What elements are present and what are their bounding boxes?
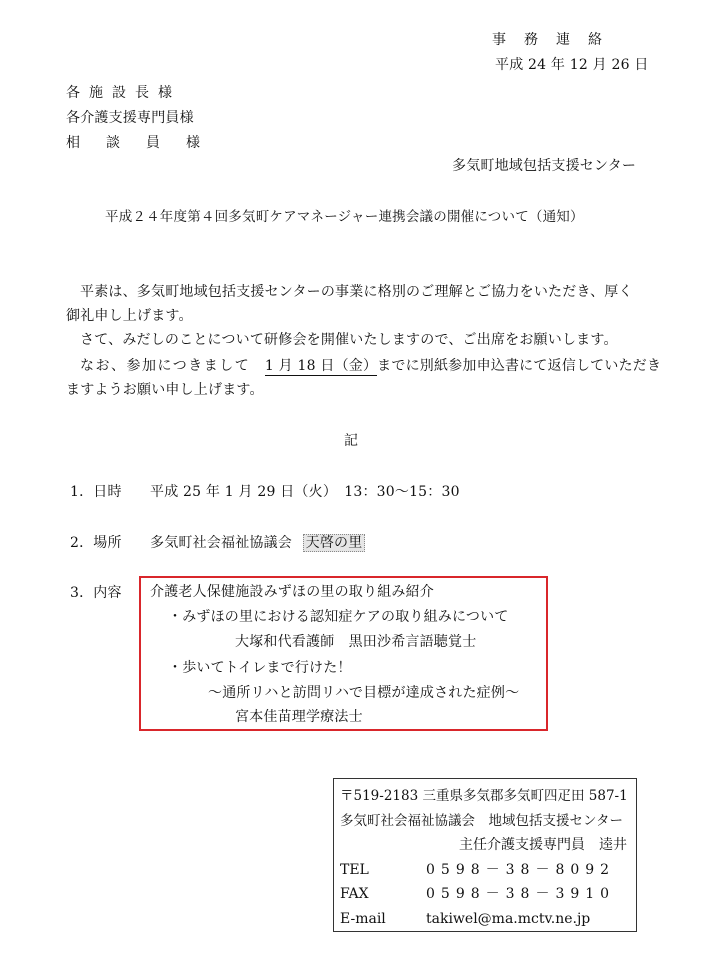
body-paragraph-2: さて、みだしのことについて研修会を開催いたしますので、ご出席をお願いします。 bbox=[80, 332, 618, 348]
contact-address: 〒519-2183 三重県多気郡多気町四疋田 587-1 bbox=[340, 788, 628, 804]
notice-title: 平成２４年度第４回多気町ケアマネージャー連携会議の開催について（通知） bbox=[105, 209, 584, 225]
email-label: E-mail bbox=[340, 911, 386, 927]
document-date: 平成 24 年 12 月 26 日 bbox=[495, 57, 649, 73]
body-paragraph-1-line-2: 御礼申し上げます。 bbox=[66, 308, 193, 324]
item-place-value bbox=[150, 534, 365, 552]
contact-info-box bbox=[333, 778, 637, 932]
item-place-label: 2．場所 bbox=[70, 535, 122, 551]
recipient-facility-heads: 各施設長様 bbox=[66, 85, 181, 101]
deadline-intro: なお、参加につきまして bbox=[80, 358, 251, 374]
item-date-value: 平成 25 年 1 月 29 日（火） 13：30～15：30 bbox=[150, 484, 460, 500]
deadline-rest: までに別紙参加申込書にて返信していただき bbox=[377, 358, 662, 374]
email-address[interactable]: takiwel@ma.mctv.ne.jp bbox=[426, 911, 591, 927]
tel-label: TEL bbox=[340, 862, 369, 878]
item-date-label: 1．日時 bbox=[70, 484, 122, 500]
body-paragraph-3-line-2: ますようお願い申し上げます。 bbox=[66, 382, 264, 398]
sender-organization: 多気町地域包括支援センター bbox=[452, 158, 637, 174]
body-paragraph-3-line-1 bbox=[80, 357, 661, 375]
venue-name: 多気町社会福祉協議会 bbox=[150, 535, 292, 551]
tel-number: 0598－38－8092 bbox=[426, 862, 616, 878]
body-paragraph-1-line-1: 平素は、多気町地域包括支援センターの事業に格別のご理解とご協力をいただき、厚く bbox=[80, 284, 633, 300]
content-line-5: ～通所リハと訪問リハで目標が達成された症例～ bbox=[208, 685, 520, 701]
fax-label: FAX bbox=[340, 886, 369, 902]
ki-marker: 記 bbox=[344, 433, 359, 449]
content-line-4: ・歩いてトイレまで行けた！ bbox=[168, 660, 352, 676]
content-line-6: 宮本佳苗理学療法士 bbox=[235, 709, 363, 725]
content-line-3: 大塚和代看護師 黒田沙希言語聴覚士 bbox=[235, 634, 477, 650]
reply-deadline: 1 月 18 日（金） bbox=[264, 358, 378, 374]
recipient-care-managers: 各介護支援専門員様 bbox=[66, 110, 194, 126]
fax-number: 0598－38－3910 bbox=[426, 886, 616, 902]
recipient-consultants: 相談員様 bbox=[66, 135, 226, 151]
content-line-2: ・みずほの里における認知症ケアの取り組みについて bbox=[168, 609, 509, 625]
venue-sub-name: 天啓の里 bbox=[303, 534, 366, 552]
contact-organization: 多気町社会福祉協議会 地域包括支援センター bbox=[340, 813, 623, 829]
document-type: 事務連絡 bbox=[492, 32, 620, 48]
item-content-label: 3．内容 bbox=[70, 585, 122, 601]
content-line-1: 介護老人保健施設みずほの里の取り組み紹介 bbox=[150, 584, 434, 600]
contact-person: 主任介護支援専門員 逵井 bbox=[459, 837, 627, 853]
